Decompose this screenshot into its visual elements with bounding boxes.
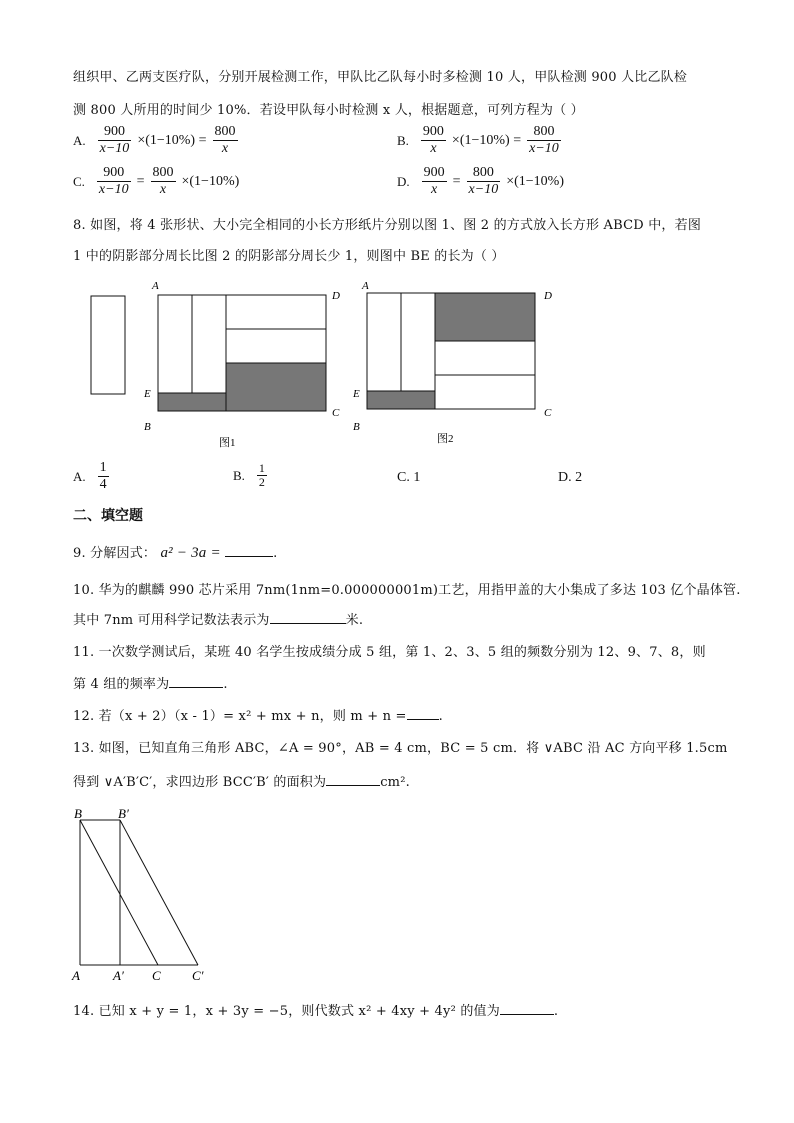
answer-blank[interactable]	[270, 611, 346, 624]
q8-option-a[interactable]: A. $\frac{1}{4}$	[73, 460, 107, 492]
q8-option-c[interactable]: C. 1	[397, 470, 421, 485]
fraction: $\frac{800}{x-10}$	[468, 165, 499, 197]
shaded-region-2	[367, 391, 435, 409]
figure-2	[352, 280, 552, 445]
q7-option-b[interactable]: B. $\frac{900}{x}$ ×(1−10%) = $\frac{800}{x-10}$	[397, 124, 559, 156]
answer-blank[interactable]	[407, 707, 439, 720]
q8-figures	[80, 276, 570, 456]
figure-2-caption: 图2	[437, 433, 454, 445]
label-a: A	[72, 968, 80, 983]
fraction: $\frac{900}{x}$	[423, 165, 445, 197]
q8-line2: 1 中的阴影部分周长比图 2 的阴影部分周长少 1，则图中 BE 的长为（ ）	[73, 249, 505, 264]
label-a-prime: A′	[113, 968, 124, 983]
q13-figure	[66, 802, 226, 987]
q11-line2: 第 4 组的频率为 .	[73, 677, 228, 692]
answer-blank[interactable]	[500, 1002, 554, 1015]
q7-option-d[interactable]: D. $\frac{900}{x}$ = $\frac{800}{x-10}$ ×(1−10%)	[397, 165, 564, 197]
fraction: $\frac{800}{x}$	[214, 124, 236, 156]
fraction: $\frac{800}{x}$	[152, 165, 174, 197]
label-b: B	[353, 421, 360, 433]
label-b: B	[144, 421, 151, 433]
label-c: C	[152, 968, 161, 983]
label-d: D	[332, 290, 340, 302]
q7-line1: 组织甲、乙两支医疗队，分别开展检测工作，甲队比乙队每小时多检测 10 人，甲队检测 900 人比乙队检	[73, 70, 688, 85]
q11-line1: 11. 一次数学测试后，某班 40 名学生按成绩分成 5 组，第 1、2、3、5 组的频数分别为 12、9、7、8，则	[73, 645, 706, 660]
shaded-region-1	[226, 363, 326, 411]
fraction: $\frac{800}{x-10}$	[529, 124, 559, 156]
q13-line2: 得到 ∨A′B′C′，求四边形 BCC′B′ 的面积为 cm².	[73, 775, 410, 790]
q7-line2: 测 800 人所用的时间少 10%．若设甲队每小时检测 x 人，根据题意，可列方程为（ ）	[73, 103, 584, 118]
fraction: $\frac{900}{x-10}$	[99, 124, 130, 156]
label-e: E	[144, 388, 151, 400]
label-c: C	[544, 407, 552, 419]
fraction: $\frac{1}{4}$	[99, 460, 107, 492]
q10-line2: 其中 7nm 可用科学记数法表示为 米.	[73, 613, 364, 628]
q10-line1: 10. 华为的麒麟 990 芯片采用 7nm(1nm=0.000000001m)工艺，用指甲盖的大小集成了多达 103 亿个晶体管.	[73, 583, 741, 598]
label-b-prime: B′	[118, 806, 129, 821]
label-e: E	[353, 388, 360, 400]
figure-1	[143, 280, 340, 449]
section-title: 二、填空题	[73, 508, 143, 524]
q9: 9. 分解因式： a² − 3a = .	[73, 545, 278, 561]
shaded-region-1	[435, 293, 535, 341]
q8-line1: 8. 如图，将 4 张形状、大小完全相同的小长方形纸片分别以图 1、图 2 的方式放入长方形 ABCD 中，若图	[73, 218, 702, 233]
label-a: A	[362, 280, 369, 292]
q7-option-c[interactable]: C. $\frac{900}{x-10}$ = $\frac{800}{x}$ ×(1−10%)	[73, 165, 240, 197]
q13-line1: 13. 如图，已知直角三角形 ABC，∠A = 90°，AB = 4 cm，BC = 5 cm．将 ∨ABC 沿 AC 方向平移 1.5cm	[73, 741, 728, 756]
q12: 12. 若（x + 2）（x - 1）= x² + mx + n，则 m + n = .	[73, 709, 443, 724]
fraction: $\frac{900}{x}$	[422, 124, 444, 156]
small-rectangle	[91, 296, 125, 394]
label-d: D	[544, 290, 552, 302]
q7-option-a[interactable]: A. $\frac{900}{x-10}$ ×(1−10%) = $\frac{800}{x}$	[73, 124, 236, 156]
q14: 14. 已知 x + y = 1，x + 3y = −5，则代数式 x² + 4xy + 4y² 的值为 .	[73, 1004, 559, 1019]
label-a: A	[152, 280, 159, 292]
answer-blank[interactable]	[169, 675, 223, 688]
fraction: $\frac{1}{2}$	[258, 461, 265, 489]
answer-blank[interactable]	[326, 773, 380, 786]
q8-option-b[interactable]: B. $\frac{1}{2}$	[233, 461, 265, 489]
q8-option-d[interactable]: D. 2	[558, 470, 583, 485]
figure-1-caption: 图1	[219, 437, 236, 449]
fraction: $\frac{900}{x-10}$	[98, 165, 129, 197]
shaded-region-2	[158, 393, 226, 411]
label-b: B	[74, 806, 82, 821]
label-c: C	[332, 407, 340, 419]
answer-blank[interactable]	[225, 544, 273, 557]
label-c-prime: C′	[192, 968, 204, 983]
